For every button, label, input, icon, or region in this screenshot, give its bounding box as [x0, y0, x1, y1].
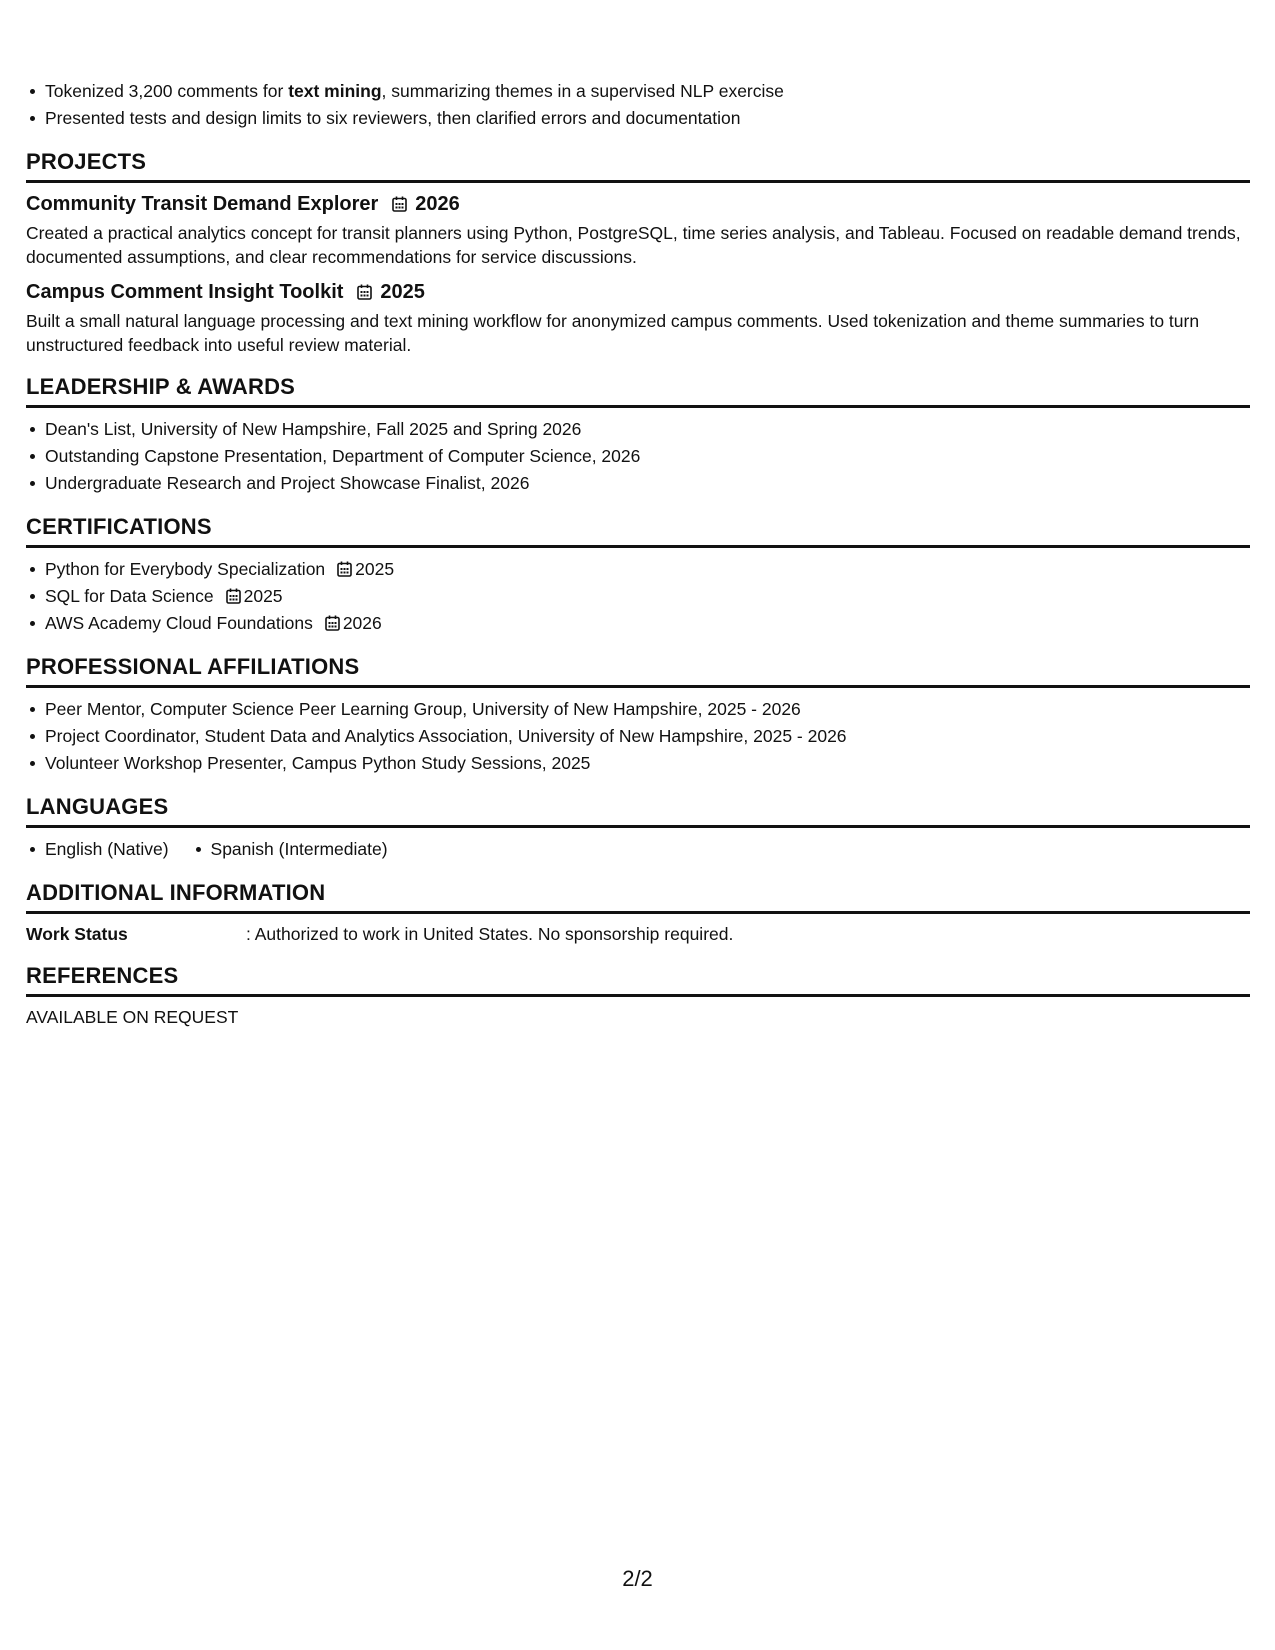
calendar-icon [337, 561, 352, 577]
list-item: Tokenized 3,200 comments for text mining, summarizing themes in a supervised NLP exercise [45, 78, 1250, 105]
project-heading [26, 191, 1250, 217]
calendar-icon [325, 615, 340, 631]
section-title: PROJECTS [26, 148, 1250, 183]
project-description: Built a small natural language processing and text mining workflow for anonymized campus comments. Used tokenization and theme summaries to turn unstructured feedback into useful review material. [26, 311, 1200, 355]
list-item: Spanish (Intermediate) [211, 836, 388, 863]
certifications-list [26, 556, 1250, 637]
cert-name: Python for Everybody Specialization [45, 559, 326, 579]
additional-section [26, 879, 1250, 946]
project-name: Community Transit Demand Explorer [26, 193, 379, 215]
list-item: Volunteer Workshop Presenter, Campus Python Study Sessions, 2025 [45, 750, 1250, 777]
list-item: English (Native) [45, 836, 169, 863]
list-item: Outstanding Capstone Presentation, Department of Computer Science, 2026 [45, 443, 1250, 470]
calendar-icon [226, 588, 241, 604]
list-item [45, 556, 1250, 583]
languages-section [26, 793, 1250, 863]
section-title: LEADERSHIP & AWARDS [26, 373, 1250, 408]
calendar-icon [392, 196, 407, 212]
projects-section [26, 148, 1250, 357]
affiliations-section [26, 653, 1250, 777]
leadership-list [26, 416, 1250, 497]
section-title: PROFESSIONAL AFFILIATIONS [26, 653, 1250, 688]
project-description: Created a practical analytics concept for transit planners using Python, PostgreSQL, time series analysis, and Tableau. Focused on readable demand trends, documented assumptions, and clear recommendations for service discussions. [26, 223, 1241, 267]
list-item: Presented tests and design limits to six reviewers, then clarified errors and documentation [45, 105, 1250, 132]
cert-year: 2025 [355, 559, 395, 579]
list-item [45, 583, 1250, 610]
list-item: Undergraduate Research and Project Showcase Finalist, 2026 [45, 470, 1250, 497]
section-title: CERTIFICATIONS [26, 513, 1250, 548]
section-title: ADDITIONAL INFORMATION [26, 879, 1250, 914]
cert-year: 2025 [243, 586, 283, 606]
cert-name: SQL for Data Science [45, 586, 214, 606]
list-item: Dean's List, University of New Hampshire, Fall 2025 and Spring 2026 [45, 416, 1250, 443]
list-item: Peer Mentor, Computer Science Peer Learning Group, University of New Hampshire, 2025 - 2026 [45, 696, 1250, 723]
project-name: Campus Comment Insight Toolkit [26, 281, 344, 303]
resume-page [26, 78, 1250, 1029]
cert-name: AWS Academy Cloud Foundations [45, 613, 313, 633]
project-year: 2025 [380, 281, 425, 303]
experience-bullets [26, 78, 1250, 132]
calendar-icon [357, 284, 372, 300]
certifications-section [26, 513, 1250, 637]
references-section [26, 962, 1250, 1029]
work-status-row [26, 922, 1250, 946]
cert-year: 2026 [342, 613, 382, 633]
page-number: 2/2 [622, 1566, 653, 1591]
list-item: Project Coordinator, Student Data and Analytics Association, University of New Hampshire, 2025 - 2026 [45, 723, 1250, 750]
references-text: AVAILABLE ON REQUEST [26, 1007, 239, 1027]
project-year: 2026 [415, 193, 460, 215]
project-heading [26, 279, 1250, 305]
affiliations-list [26, 696, 1250, 777]
work-status-value: : Authorized to work in United States. No sponsorship required. [246, 924, 734, 944]
languages-list [26, 836, 1250, 863]
list-item [45, 610, 1250, 637]
work-status-label: Work Status [26, 924, 128, 944]
section-title: LANGUAGES [26, 793, 1250, 828]
section-title: REFERENCES [26, 962, 1250, 997]
leadership-section [26, 373, 1250, 497]
